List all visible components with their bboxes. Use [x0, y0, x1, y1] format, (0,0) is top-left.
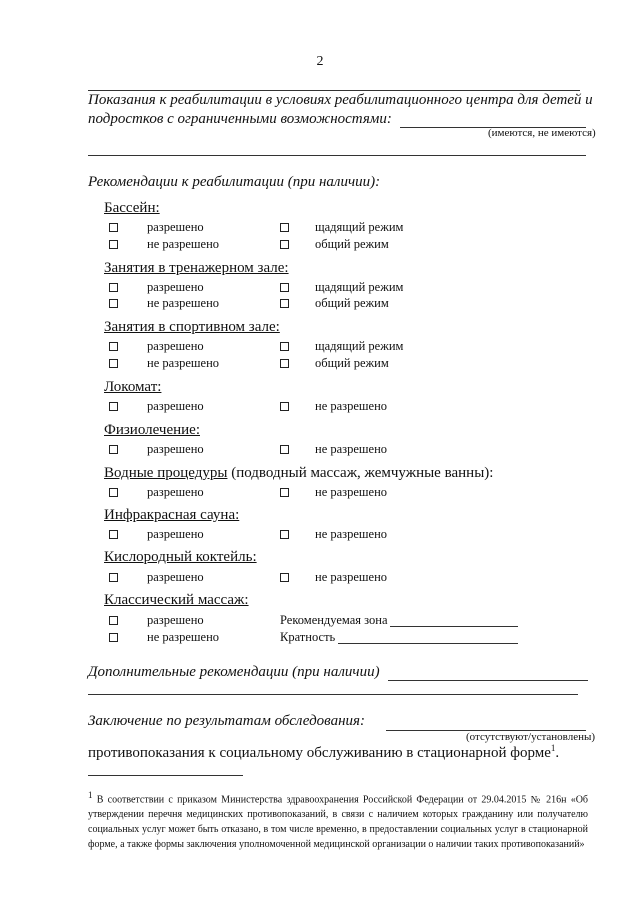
pool-denied-checkbox[interactable] — [109, 240, 118, 249]
additional-label: Дополнительные рекомендации (при наличии) — [88, 664, 380, 680]
gym-denied-checkbox[interactable] — [109, 299, 118, 308]
indications-line2: подростков с ограниченными возможностями: — [88, 111, 392, 127]
conclusion-end: . — [555, 745, 560, 761]
lokomat-denied-label: не разрешено — [315, 399, 388, 413]
sauna-denied-label: не разрешено — [315, 527, 388, 541]
conclusion-text-row — [88, 743, 559, 762]
massage-allowed-checkbox[interactable] — [109, 616, 118, 625]
gym-allowed-label: разрешено — [147, 280, 204, 294]
sauna-allowed-checkbox[interactable] — [109, 530, 118, 539]
lokomat-denied-checkbox[interactable] — [280, 402, 289, 411]
pool-general-checkbox[interactable] — [280, 240, 289, 249]
pool-gentle-label: щадящий режим — [315, 220, 404, 234]
page-number: 2 — [316, 54, 324, 69]
water-denied-checkbox[interactable] — [280, 488, 289, 497]
indications-hint: (имеются, не имеются) — [488, 127, 596, 139]
additional-field[interactable] — [388, 680, 588, 681]
indications-extra-line[interactable] — [88, 155, 586, 156]
water-allowed-checkbox[interactable] — [109, 488, 118, 497]
massage-zone-label: Рекомендуемая зона — [280, 613, 388, 627]
massage-title: Классический массаж: — [104, 592, 249, 608]
oxygen-denied-checkbox[interactable] — [280, 573, 289, 582]
sport-gentle-label: щадящий режим — [315, 339, 404, 353]
pool-gentle-checkbox[interactable] — [280, 223, 289, 232]
sport-gentle-checkbox[interactable] — [280, 342, 289, 351]
gym-allowed-checkbox[interactable] — [109, 283, 118, 292]
massage-allowed-label: разрешено — [147, 613, 204, 627]
sport-denied-checkbox[interactable] — [109, 359, 118, 368]
lokomat-allowed-checkbox[interactable] — [109, 402, 118, 411]
sauna-denied-checkbox[interactable] — [280, 530, 289, 539]
sport-allowed-checkbox[interactable] — [109, 342, 118, 351]
physio-title: Физиолечение: — [104, 422, 200, 438]
pool-denied-label: не разрешено — [147, 237, 220, 251]
sport-denied-label: не разрешено — [147, 356, 220, 370]
oxygen-title: Кислородный коктейль: — [104, 549, 257, 565]
sauna-allowed-label: разрешено — [147, 527, 204, 541]
water-title-row — [104, 464, 493, 482]
sport-allowed-label: разрешено — [147, 339, 204, 353]
oxygen-denied-label: не разрешено — [315, 570, 388, 584]
conclusion-label: Заключение по результатам обследования: — [88, 713, 365, 729]
sport-general-label: общий режим — [315, 356, 389, 370]
water-allowed-label: разрешено — [147, 485, 204, 499]
sport-title: Занятия в спортивном зале: — [104, 319, 280, 335]
gym-general-label: общий режим — [315, 296, 389, 310]
footnote-text: В соответствии с приказом Министерства здравоохранения Российской Федерации от 29.04.2015 № 216н «Об утверждении перечня медицинских противопоказаний, в связи с наличием которых гражданину или получателю социальных услуг может быть отказано, в том числе временно, в предоставлении социальных услуг в стационарной форме, а также формы заключения уполномоченной медицинской организации о наличии таких противопоказаний» — [88, 794, 589, 851]
pool-general-label: общий режим — [315, 237, 389, 251]
sport-general-checkbox[interactable] — [280, 359, 289, 368]
gym-gentle-label: щадящий режим — [315, 280, 404, 294]
massage-freq-label: Кратность — [280, 630, 336, 644]
conclusion-hint: (отсутствуют/установлены) — [466, 731, 596, 743]
footnote — [88, 788, 588, 852]
sauna-title: Инфракрасная сауна: — [104, 507, 240, 523]
physio-denied-label: не разрешено — [315, 442, 388, 456]
footnote-mark: 1 — [88, 790, 93, 800]
pool-allowed-label: разрешено — [147, 220, 204, 234]
water-title: Водные процедуры — [104, 465, 228, 481]
physio-allowed-checkbox[interactable] — [109, 445, 118, 454]
pool-allowed-checkbox[interactable] — [109, 223, 118, 232]
gym-general-checkbox[interactable] — [280, 299, 289, 308]
oxygen-allowed-checkbox[interactable] — [109, 573, 118, 582]
massage-denied-checkbox[interactable] — [109, 633, 118, 642]
massage-freq-field[interactable] — [338, 643, 518, 644]
massage-denied-label: не разрешено — [147, 630, 220, 644]
massage-zone-field[interactable] — [390, 626, 518, 627]
lokomat-allowed-label: разрешено — [147, 399, 204, 413]
pool-title: Бассейн: — [104, 200, 160, 216]
indications-line1: Показания к реабилитации в условиях реабилитационного центра для детей и — [88, 92, 593, 108]
gym-gentle-checkbox[interactable] — [280, 283, 289, 292]
oxygen-allowed-label: разрешено — [147, 570, 204, 584]
physio-allowed-label: разрешено — [147, 442, 204, 456]
physio-denied-checkbox[interactable] — [280, 445, 289, 454]
recommendations-title: Рекомендации к реабилитации (при наличии): — [88, 174, 381, 190]
conclusion-text: противопоказания к социальному обслуживанию в стационарной форме — [88, 745, 551, 761]
lokomat-title: Локомат: — [104, 379, 162, 395]
footnote-separator — [88, 775, 243, 776]
additional-field-2[interactable] — [88, 694, 578, 695]
water-title-rest: (подводный массаж, жемчужные ванны): — [227, 465, 494, 481]
gym-denied-label: не разрешено — [147, 296, 220, 310]
top-line — [88, 90, 580, 91]
water-denied-label: не разрешено — [315, 485, 388, 499]
gym-title: Занятия в тренажерном зале: — [104, 260, 289, 276]
conclusion-footnote-mark: 1 — [550, 743, 556, 753]
